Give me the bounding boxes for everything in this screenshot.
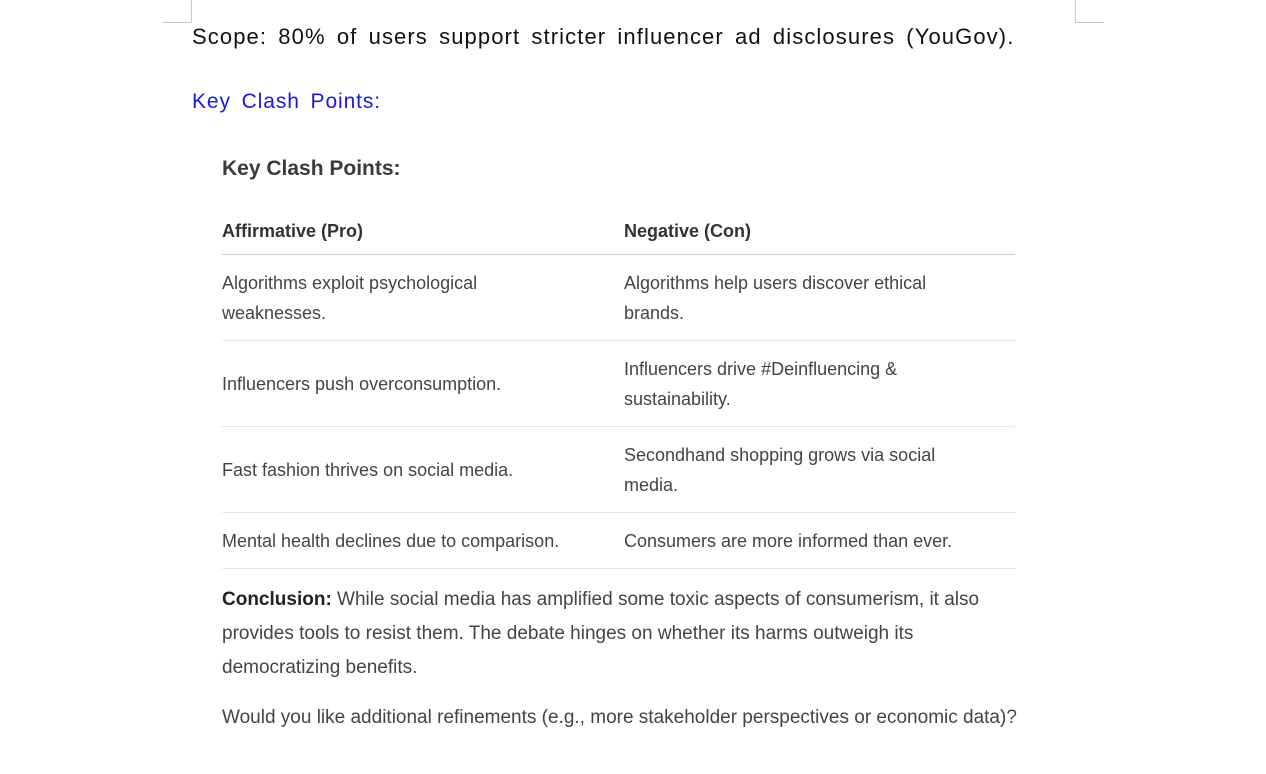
table-cell-con [624, 427, 1015, 513]
table-cell-con [624, 255, 1015, 341]
page-corner-mark-right [1075, 0, 1104, 23]
clash-points-table [222, 208, 1015, 569]
table-cell-con: Consumers are more informed than ever. [624, 513, 1015, 569]
cell-text: Algorithms exploit psychological weaknesses. [222, 272, 478, 323]
table-cell-pro: Fast fashion thrives on social media. [222, 427, 624, 513]
followup-question: Would you like additional refinements (e.g., more stakeholder perspectives or economic data)? [222, 707, 1017, 728]
column-header-pro: Affirmative (Pro) [222, 208, 624, 255]
section-heading: Key Clash Points: [192, 90, 382, 113]
column-header-con: Negative (Con) [624, 208, 1015, 255]
table-row [222, 341, 1015, 427]
table-cell-pro [222, 255, 624, 341]
cell-text: Secondhand shopping grows via social media. [624, 444, 936, 495]
table-cell-con [624, 341, 1015, 427]
table-row [222, 427, 1015, 513]
table-row [222, 255, 1015, 341]
scope-line: Scope: 80% of users support stricter influencer ad disclosures (YouGov). [192, 24, 1015, 49]
page-corner-mark-left [163, 0, 192, 23]
pasted-heading: Key Clash Points: [222, 157, 401, 180]
cell-text: Algorithms help users discover ethical brands. [624, 272, 927, 323]
table-header-row [222, 208, 1015, 255]
table-row [222, 513, 1015, 569]
conclusion-paragraph [222, 583, 1032, 685]
table-cell-pro: Mental health declines due to comparison. [222, 513, 624, 569]
cell-text: Influencers drive #Deinfluencing & sustainability. [624, 358, 898, 409]
conclusion-label: Conclusion: [222, 589, 332, 610]
pasted-content-block [222, 150, 1032, 728]
table-cell-pro: Influencers push overconsumption. [222, 341, 624, 427]
conclusion-text: While social media has amplified some toxic aspects of consumerism, it also provides tools to resist them. The debate hinges on whether its harms outweigh its democratizing benefits. [222, 589, 980, 678]
